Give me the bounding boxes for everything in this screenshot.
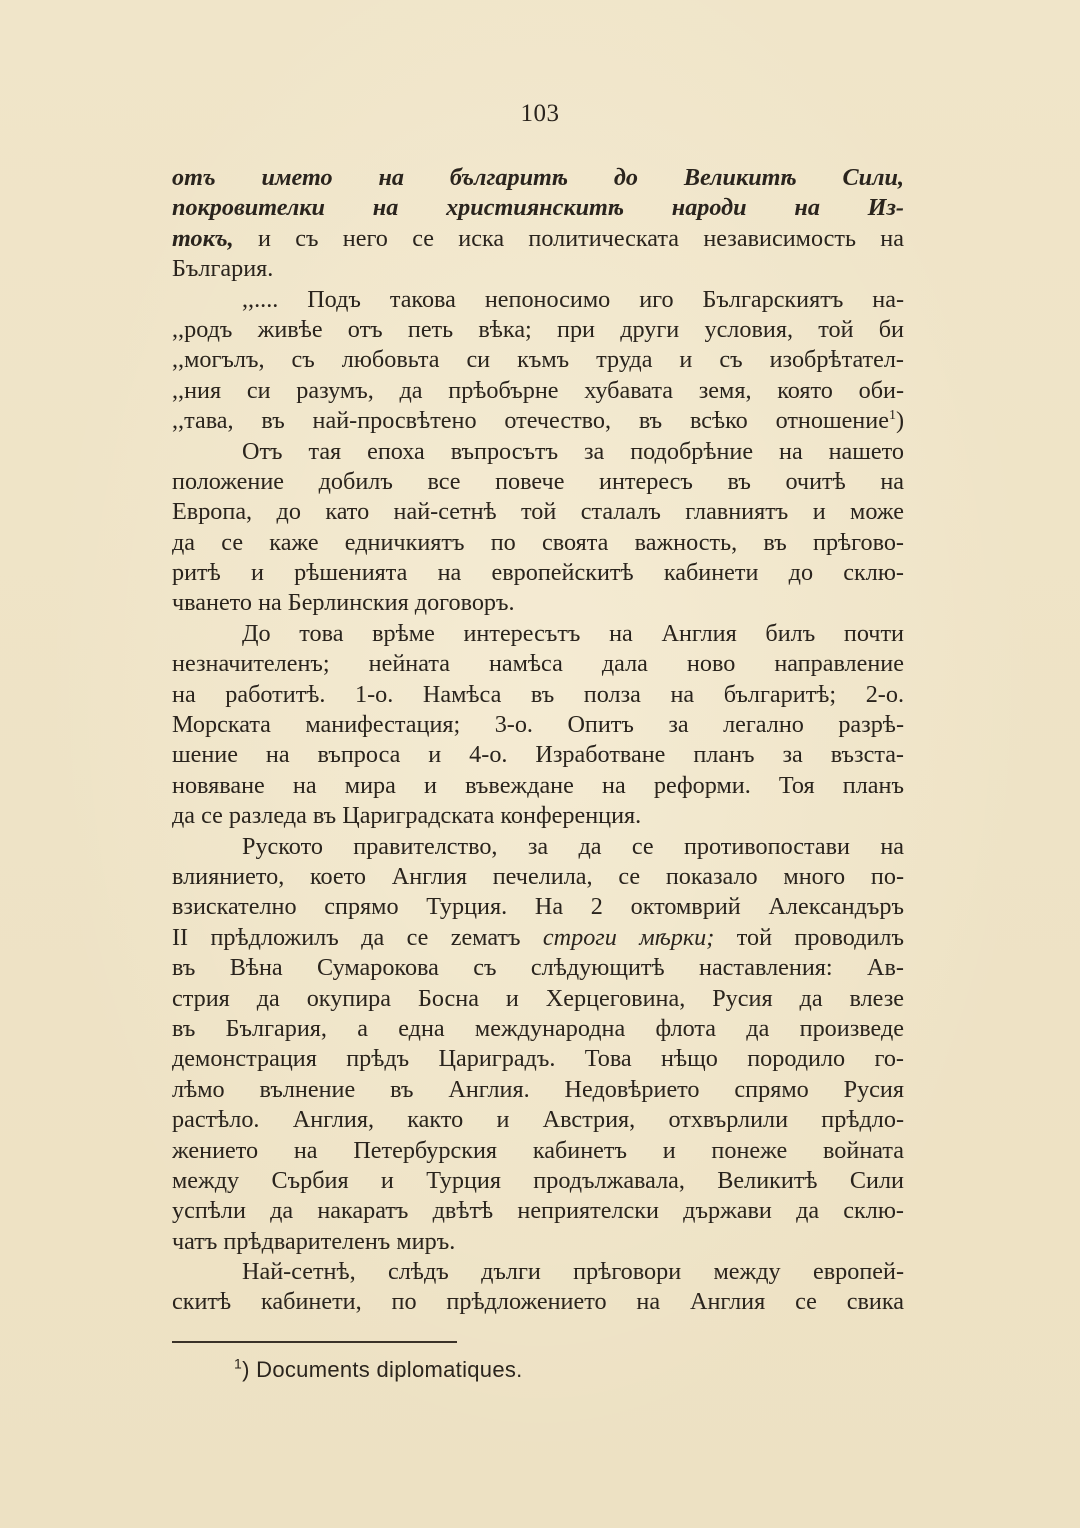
paragraph-2-line-3: ,,могълъ, съ любовьта си къмъ труда и съ изобрѣтател- — [172, 346, 904, 374]
footnote — [234, 1357, 523, 1383]
footnote-text: ) Documents diplomatiques. — [242, 1357, 523, 1382]
paragraph-1-line-2: покровителки на християнскитѣ народи на Из- — [172, 194, 904, 222]
italic-fragment: строги мѣрки; — [542, 923, 715, 951]
paragraph-6-line-1: Най-сетнѣ, слѣдъ дълги прѣговори между европей- — [242, 1258, 904, 1286]
paragraph-5-line-5: въ Вѣна Сумарокова съ слѣдующитѣ наставления: Ав- — [172, 954, 904, 982]
footnote-divider — [172, 1341, 457, 1343]
page-number: 103 — [520, 100, 560, 127]
paragraph-2-line-4: ,,ния си разумъ, да прѣобърне хубавата земя, която оби- — [172, 376, 904, 404]
paragraph-3-line-5: ритѣ и рѣшенията на европейскитѣ кабинети до склю- — [172, 559, 904, 587]
text-fragment: и съ него се иска политическата независимость на — [233, 224, 904, 252]
paragraph-3-line-1: Отъ тая епоха въпросътъ за подобрѣние на нашето — [242, 437, 904, 465]
italic-fragment: токъ, — [172, 224, 234, 252]
paragraph-5-line-12: между Сърбия и Турция продължавала, Великитѣ Сили — [172, 1166, 904, 1194]
body-text — [172, 163, 904, 1318]
paragraph-5-line-11: жението на Петербурския кабинетъ и понеже войната — [172, 1136, 904, 1164]
footnote-reference: 1 — [888, 408, 896, 424]
paragraph-4-line-7: да се разледа въ Цариградската конференция. — [172, 802, 642, 830]
paragraph-6-line-2: скитѣ кабинети, по прѣдложението на Англия се свика — [172, 1288, 904, 1316]
paragraph-3-line-4: да се каже едничкиятъ по своята важность, въ прѣгово- — [172, 528, 904, 556]
paragraph-1-line-1: отъ името на българитѣ до Великитѣ Сили, — [172, 164, 904, 191]
paragraph-4-line-5: шение на въпроса и 4-о. Изработване планъ за възста- — [172, 741, 904, 769]
paragraph-3-line-2: положение добилъ все повече интересъ въ очитѣ на — [172, 467, 904, 495]
paragraph-5-line-9: лѣмо вълнение въ Англия. Недовѣрието спрямо Русия — [172, 1075, 904, 1103]
text-fragment: ,,тава, въ най-просвѣтено отечество, въ всѣко отношение — [172, 407, 889, 435]
paragraph-4-line-4: Морската манифестация; 3-о. Опитъ за легално разрѣ- — [172, 711, 904, 739]
paragraph-5-line-3: взискателно спрямо Турция. На 2 октомврий Александъръ — [172, 893, 904, 921]
paragraph-5-line-14: чатъ прѣдварителенъ миръ. — [172, 1227, 456, 1255]
text-fragment: II прѣдложилъ да се zематъ — [172, 923, 543, 951]
paragraph-3-line-6: чването на Берлинския договоръ. — [172, 589, 515, 617]
paragraph-4-line-3: на работитѣ. 1-о. Намѣса въ полза на българитѣ; 2-о. — [172, 680, 904, 708]
text-fragment: той проводилъ — [714, 923, 904, 951]
paragraph-2-line-1: ,,.... Подъ такова непоносимо иго Българскиятъ на- — [242, 285, 904, 313]
paragraph-1-line-4: България. — [172, 255, 274, 283]
paragraph-5-line-10: растѣло. Англия, както и Австрия, отхвърлили прѣдло- — [172, 1106, 904, 1134]
paragraph-3-line-3: Европа, до като най-сетнѣ той сталалъ главниятъ и може — [172, 498, 904, 526]
paragraph-4-line-1: До това врѣме интересътъ на Англия билъ почти — [242, 619, 904, 647]
paragraph-5-line-6: стрия да окупира Босна и Херцеговина, Русия да влезе — [172, 984, 904, 1012]
paragraph-5-line-2: влиянието, което Англия печелила, се показало много по- — [172, 862, 904, 890]
paragraph-2-line-2: ,,родъ живѣе отъ петь вѣка; при други условия, той би — [172, 315, 904, 343]
text-fragment: ) — [895, 407, 904, 435]
paragraph-5-line-8: демонстрация прѣдъ Цариградъ. Това нѣщо породило го- — [172, 1045, 904, 1073]
paragraph-5-line-7: въ България, а една международна флота да произведе — [172, 1014, 904, 1042]
paragraph-1-line-3 — [172, 224, 904, 254]
paragraph-5-line-4 — [172, 923, 904, 953]
paragraph-5-line-13: успѣли да накаратъ двѣтѣ неприятелски държави да склю- — [172, 1197, 904, 1225]
paragraph-4-line-6: новяване на мира и въвеждане на реформи. Тоя планъ — [172, 771, 904, 799]
paragraph-4-line-2: незначителенъ; нейната намѣса дала ново направление — [172, 650, 904, 678]
footnote-marker: 1 — [234, 1355, 243, 1372]
paragraph-5-line-1: Руското правителство, за да се противопостави на — [242, 832, 904, 860]
paragraph-2-line-5 — [172, 406, 904, 436]
